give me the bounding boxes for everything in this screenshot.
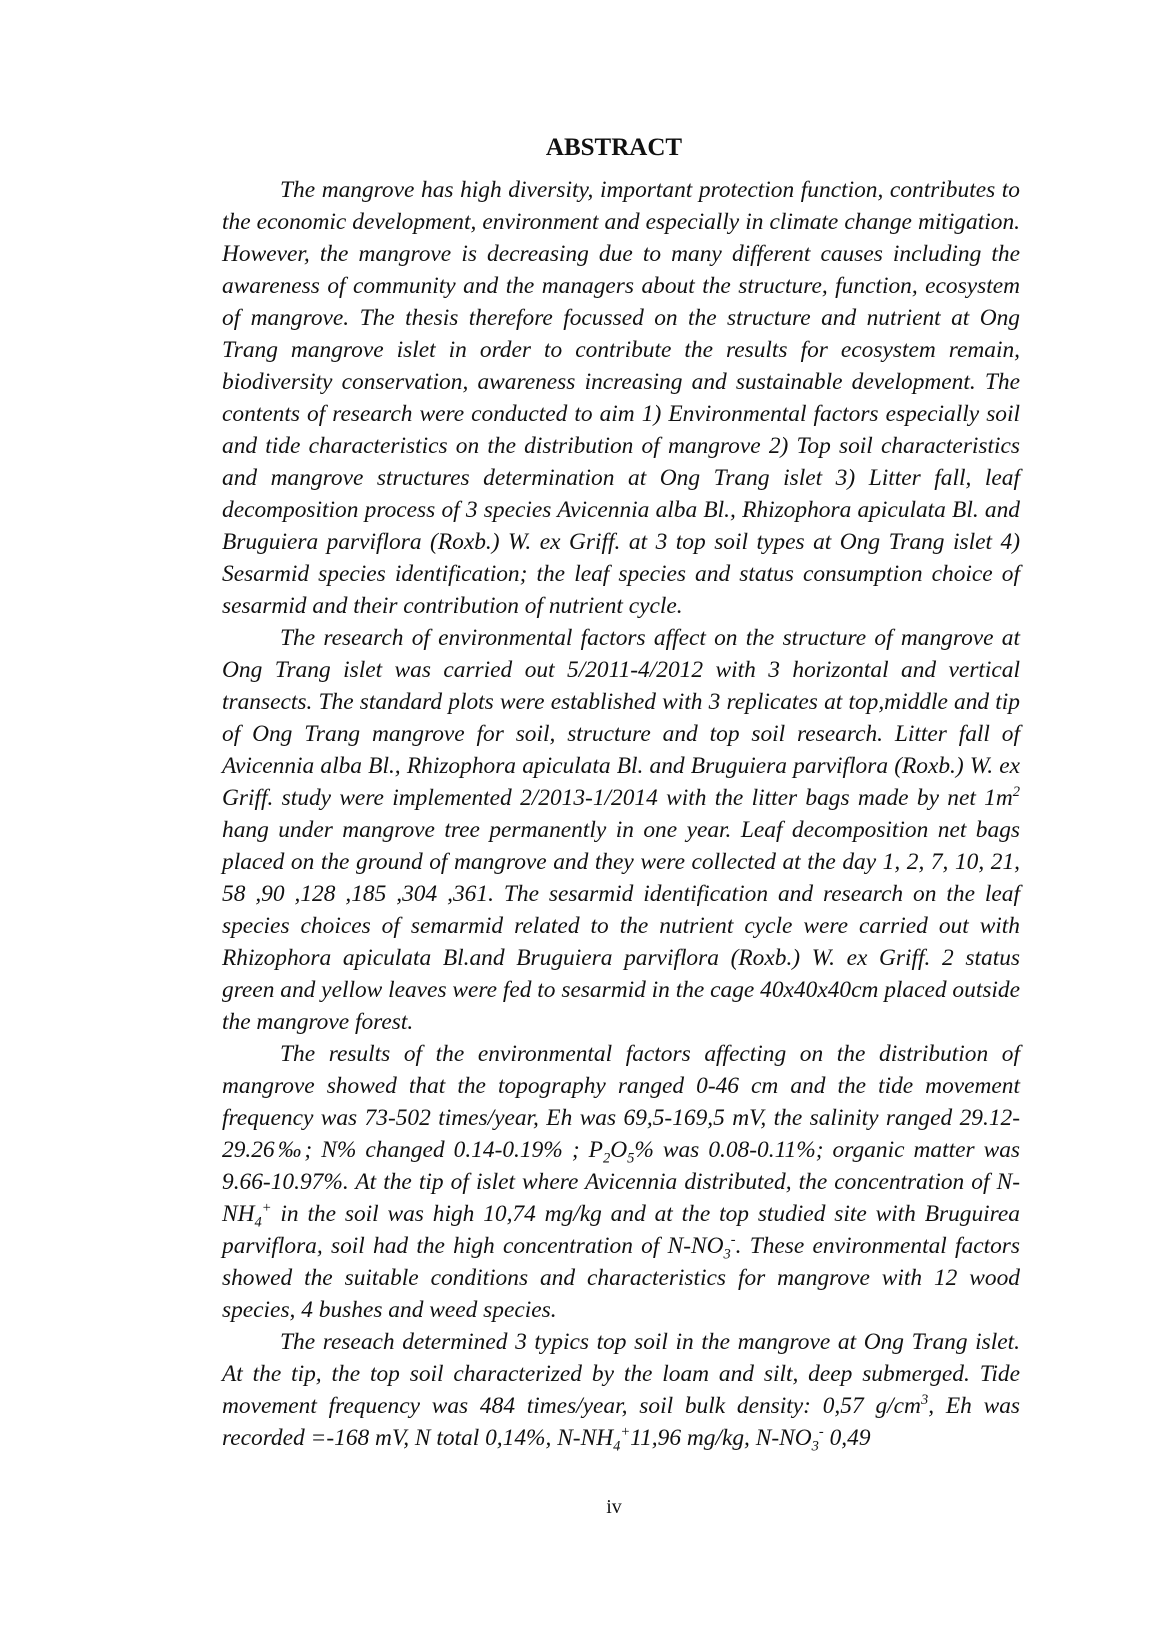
superscript: - xyxy=(730,1232,736,1249)
paragraph-text: hang under mangrove tree permanently in one year. Leaf decomposition net bags placed on the ground of mangrove and they were collected at the day 1, 2, 7, 10, 21, 58 ,90 ,128 ,185 ,304 ,361. The sesarmid identification and research on the leaf species choices of semarmid related to the nutrient cycle were carried out with Rhizophora apiculata Bl.and Bruguiera parviflora (Roxb.) W. ex Griff. 2 status green and yellow leaves were fed to sesarmid in the cage 40x40x40cm placed outside the mangrove forest. xyxy=(222,817,1020,1035)
paragraph-text: , Eh was recorded =-168 mV, N total 0,14%, N-NH xyxy=(222,1393,1020,1451)
paragraph-text: in the soil was high 10,74 mg/kg and at the top studied site with Bruguirea parviflora, soil had the high concentration of N-NO xyxy=(222,1201,1020,1259)
paragraph-text: The results of the environmental factors affecting on the distribution of mangrove showed that the topography ranged 0-46 cm and the tide movement frequency was 73-502 times/year, Eh was 69,5-169,5 mV, the salinity ranged 29.12-29.26‰; N% changed 0.14-0.19% ; P xyxy=(222,1041,1020,1163)
paragraph-text: 11,96 mg/kg, N-NO xyxy=(630,1425,812,1451)
page-number: iv xyxy=(606,1496,622,1518)
paragraph-4 xyxy=(222,1326,1020,1454)
paragraph-text: The reseach determined 3 typics top soil in the mangrove at Ong Trang islet. At the tip, the top soil characterized by the loam and silt, deep submerged. Tide movement frequency was 484 times/year, soil bulk density: 0,57 g/cm xyxy=(222,1329,1020,1419)
superscript: + xyxy=(620,1424,631,1441)
paragraph-text: % was 0.08-0.11%; organic matter was 9.66-10.97%. At the tip of islet where Avicennia distributed, the concentration of N-NH xyxy=(222,1137,1021,1227)
paragraph-text: The mangrove has high diversity, important protection function, contributes to the economic development, environment and especially in climate change mitigation. However, the mangrove is decreasing due to many different causes including the awareness of community and the managers about the structure, function, ecosystem of mangrove. The thesis therefore focussed on the structure and nutrient at Ong Trang mangrove islet in order to contribute the results for ecosystem remain, biodiversity conservation, awareness increasing and sustainable development. The contents of research were conducted to aim 1) Environmental factors especially soil and tide characteristics on the distribution of mangrove 2) Top soil characteristics and mangrove structures determination at Ong Trang islet 3) Litter fall, leaf decomposition process of 3 species Avicennia alba Bl., Rhizophora apiculata Bl. and Bruguiera parviflora (Roxb.) W. ex Griff. at 3 top soil types at Ong Trang islet 4) Sesarmid species identification; the leaf species and status consumption choice of sesarmid and their contribution of nutrient cycle. xyxy=(222,177,1020,619)
subscript: 3 xyxy=(723,1246,731,1263)
subscript: 4 xyxy=(254,1214,262,1231)
subscript: 5 xyxy=(627,1150,635,1167)
paragraph-2 xyxy=(222,622,1020,1038)
subscript: 4 xyxy=(613,1438,621,1455)
paragraph-3 xyxy=(222,1038,1020,1326)
paragraph-text: . These environmental factors showed the suitable conditions and characteristics for mangrove with 12 wood species, 4 bushes and weed species. xyxy=(222,1233,1020,1323)
superscript: 2 xyxy=(1012,784,1020,801)
superscript: 3 xyxy=(920,1392,929,1409)
paragraph-text: O xyxy=(610,1137,628,1163)
abstract-heading: ABSTRACT xyxy=(545,134,683,161)
subscript: 3 xyxy=(811,1438,819,1455)
superscript: + xyxy=(261,1200,272,1217)
paragraph-text: 0,49 xyxy=(823,1425,871,1451)
subscript: 2 xyxy=(602,1150,611,1167)
abstract-body xyxy=(222,174,1020,1454)
superscript: - xyxy=(818,1424,824,1441)
paragraph-1 xyxy=(222,174,1020,622)
paragraph-text: The research of environmental factors affect on the structure of mangrove at Ong Trang islet was carried out 5/2011-4/2012 with 3 horizontal and vertical transects. The standard plots were established with 3 replicates at top,middle and tip of Ong Trang mangrove for soil, structure and top soil research. Litter fall of Avicennia alba Bl., Rhizophora apiculata Bl. and Bruguiera parviflora (Roxb.) W. ex Griff. study were implemented 2/2013-1/2014 with the litter bags made by net 1m xyxy=(222,625,1020,811)
